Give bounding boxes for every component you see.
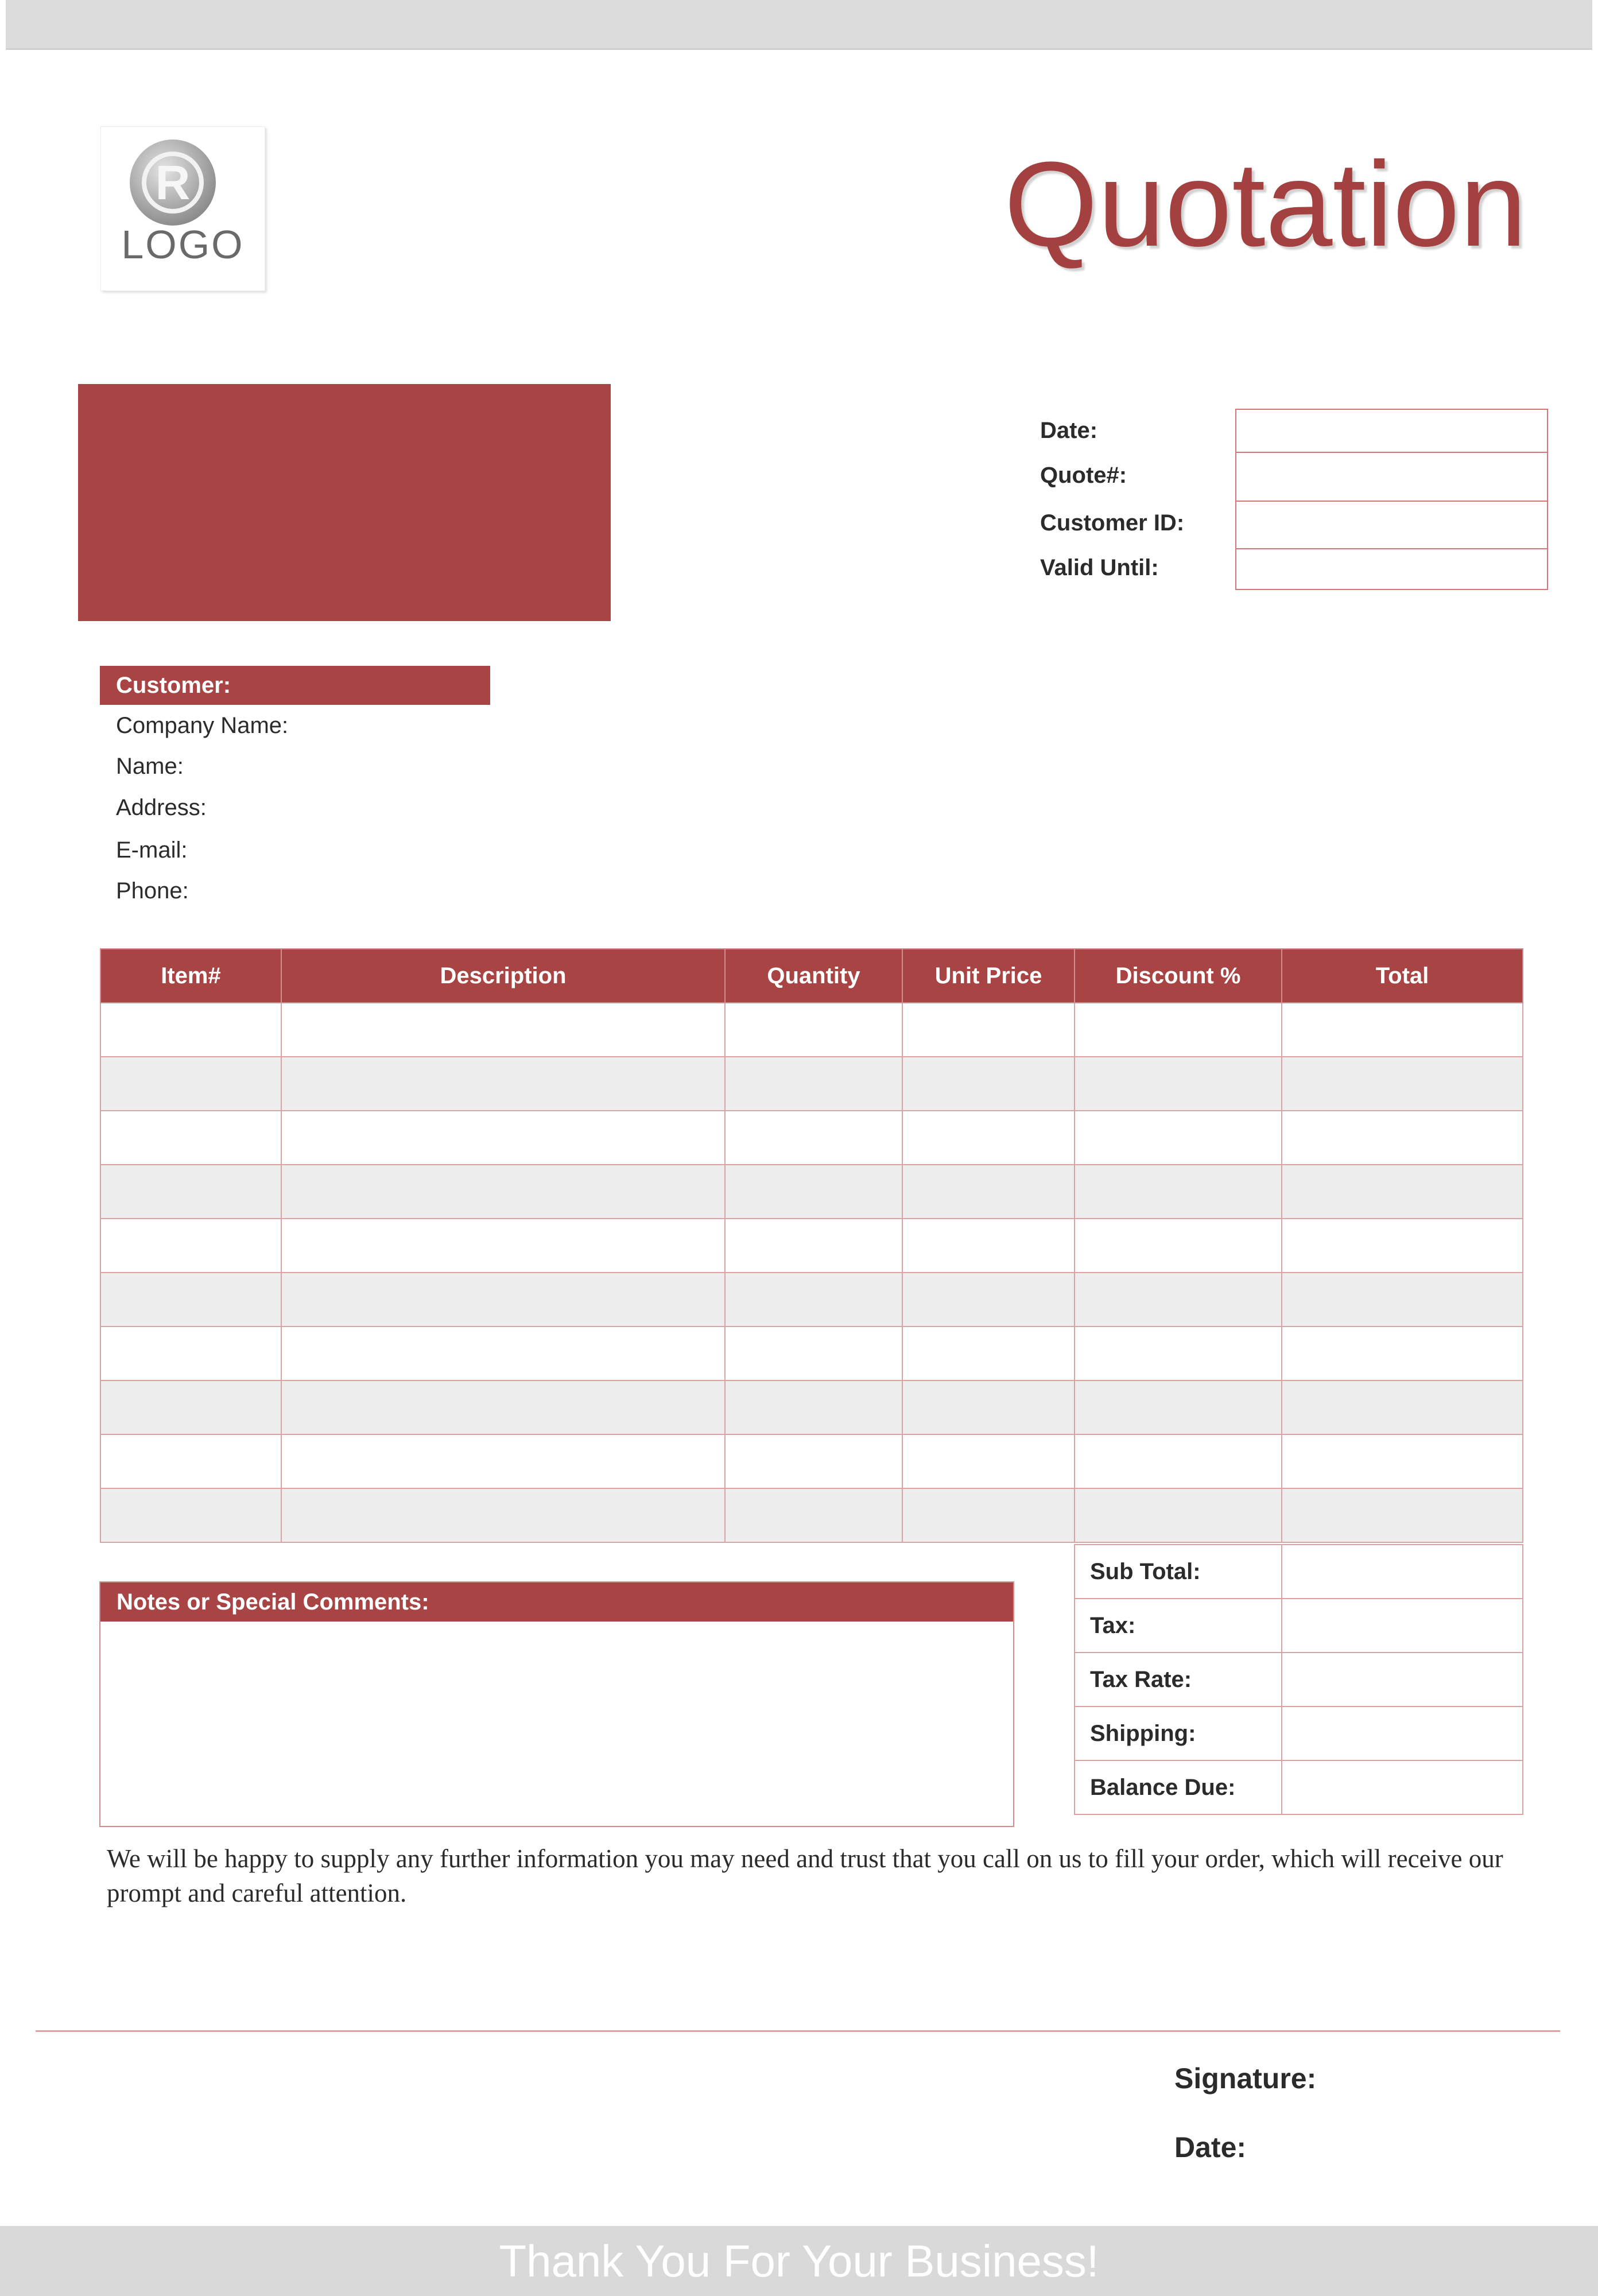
table-cell[interactable] [902, 1434, 1075, 1488]
table-cell[interactable] [281, 1273, 725, 1327]
phone-label: Phone: [116, 878, 189, 903]
valid-until-field[interactable] [1236, 548, 1547, 590]
top-bar [6, 0, 1592, 50]
table-cell[interactable] [1282, 1057, 1523, 1111]
notes-heading: Notes or Special Comments: [100, 1583, 1013, 1622]
table-cell[interactable] [281, 1488, 725, 1542]
table-cell[interactable] [1075, 1327, 1282, 1380]
table-cell[interactable] [725, 1380, 902, 1434]
table-cell[interactable] [100, 1273, 281, 1327]
column-header-description: Description [281, 949, 725, 1003]
table-cell[interactable] [1282, 1488, 1523, 1542]
table-cell[interactable] [725, 1111, 902, 1165]
table-cell[interactable] [281, 1327, 725, 1380]
quote-number-field[interactable] [1236, 452, 1547, 502]
column-header-item: Item# [100, 949, 281, 1003]
table-cell[interactable] [902, 1327, 1075, 1380]
table-cell[interactable] [1075, 1380, 1282, 1434]
table-cell[interactable] [725, 1434, 902, 1488]
date-field[interactable] [1236, 410, 1547, 452]
notes-text-area[interactable] [117, 1634, 997, 1814]
table-cell[interactable] [281, 1165, 725, 1219]
tax-label: Tax: [1075, 1599, 1282, 1653]
items-table [100, 948, 1523, 1543]
table-cell[interactable] [100, 1219, 281, 1273]
tax-row [1075, 1599, 1523, 1653]
customer-id-field[interactable] [1236, 501, 1547, 549]
signature-date-label: Date: [1174, 2131, 1247, 2163]
shipping-label: Shipping: [1075, 1707, 1282, 1760]
table-cell[interactable] [902, 1219, 1075, 1273]
table-cell[interactable] [902, 1111, 1075, 1165]
subtotal-label: Sub Total: [1075, 1545, 1282, 1599]
company-logo [100, 126, 265, 291]
tax-value[interactable] [1282, 1599, 1523, 1653]
table-cell[interactable] [902, 1488, 1075, 1542]
table-row [100, 1434, 1523, 1488]
table-cell[interactable] [100, 1003, 281, 1057]
table-row [100, 1327, 1523, 1380]
table-cell[interactable] [725, 1003, 902, 1057]
subtotal-row [1075, 1545, 1523, 1599]
closing-statement: We will be happy to supply any further information you may need and trust that you call on us to fill your order, which will receive our prompt and careful attention. [107, 1844, 1503, 1907]
table-cell[interactable] [725, 1488, 902, 1542]
footer-text: Thank You For Your Business! [499, 2235, 1099, 2286]
tax-rate-value[interactable] [1282, 1653, 1523, 1707]
balance-due-row [1075, 1760, 1523, 1814]
table-cell[interactable] [1282, 1219, 1523, 1273]
valid-until-label: Valid Until: [1040, 555, 1159, 580]
notes-box [99, 1581, 1014, 1827]
table-cell[interactable] [100, 1488, 281, 1542]
table-row [100, 1165, 1523, 1219]
company-info-block [78, 384, 611, 621]
signature-divider [36, 2030, 1560, 2032]
address-label: Address: [116, 795, 207, 820]
table-cell[interactable] [902, 1380, 1075, 1434]
quote-meta-fields [1235, 409, 1548, 590]
column-header-total: Total [1282, 949, 1523, 1003]
table-cell[interactable] [1282, 1111, 1523, 1165]
logo-text: LOGO [121, 222, 245, 267]
table-cell[interactable] [1282, 1434, 1523, 1488]
tax-rate-label: Tax Rate: [1075, 1653, 1282, 1707]
table-cell[interactable] [281, 1434, 725, 1488]
table-cell[interactable] [902, 1273, 1075, 1327]
column-header-discount: Discount % [1075, 949, 1282, 1003]
table-cell[interactable] [1075, 1003, 1282, 1057]
table-row [100, 1111, 1523, 1165]
totals-table [1074, 1544, 1523, 1815]
table-cell[interactable] [1075, 1488, 1282, 1542]
table-cell[interactable] [1075, 1057, 1282, 1111]
table-row [100, 1380, 1523, 1434]
table-cell[interactable] [902, 1165, 1075, 1219]
table-cell[interactable] [281, 1003, 725, 1057]
table-cell[interactable] [100, 1434, 281, 1488]
company-name-label: Company Name: [116, 713, 289, 738]
table-cell[interactable] [1075, 1165, 1282, 1219]
table-cell[interactable] [1282, 1165, 1523, 1219]
table-cell[interactable] [1075, 1434, 1282, 1488]
table-cell[interactable] [281, 1380, 725, 1434]
items-table-header [100, 949, 1523, 1003]
table-cell[interactable] [725, 1327, 902, 1380]
name-label: Name: [116, 754, 184, 779]
table-cell[interactable] [100, 1057, 281, 1111]
table-cell[interactable] [281, 1219, 725, 1273]
date-label: Date: [1040, 418, 1098, 443]
table-cell[interactable] [1282, 1380, 1523, 1434]
subtotal-value[interactable] [1282, 1545, 1523, 1599]
table-cell[interactable] [902, 1003, 1075, 1057]
footer-banner [0, 2226, 1598, 2296]
quote-number-label: Quote#: [1040, 463, 1127, 488]
table-cell[interactable] [725, 1273, 902, 1327]
table-cell[interactable] [1075, 1273, 1282, 1327]
shipping-row [1075, 1707, 1523, 1760]
shipping-value[interactable] [1282, 1707, 1523, 1760]
customer-id-label: Customer ID: [1040, 510, 1185, 536]
table-row [100, 1219, 1523, 1273]
table-cell[interactable] [1282, 1327, 1523, 1380]
email-label: E-mail: [116, 837, 188, 863]
table-cell[interactable] [100, 1111, 281, 1165]
document-title: Quotation [1004, 137, 1527, 272]
table-cell[interactable] [1282, 1003, 1523, 1057]
column-header-quantity: Quantity [725, 949, 902, 1003]
table-cell[interactable] [725, 1165, 902, 1219]
balance-due-label: Balance Due: [1075, 1760, 1282, 1814]
table-cell[interactable] [725, 1219, 902, 1273]
table-cell[interactable] [281, 1111, 725, 1165]
table-cell[interactable] [281, 1057, 725, 1111]
table-row [100, 1003, 1523, 1057]
signature-label: Signature: [1174, 2062, 1317, 2095]
table-cell[interactable] [1075, 1111, 1282, 1165]
table-row [100, 1057, 1523, 1111]
table-row [100, 1488, 1523, 1542]
table-cell[interactable] [902, 1057, 1075, 1111]
table-cell[interactable] [100, 1327, 281, 1380]
table-cell[interactable] [1282, 1273, 1523, 1327]
table-cell[interactable] [100, 1380, 281, 1434]
balance-due-value[interactable] [1282, 1760, 1523, 1814]
tax-rate-row [1075, 1653, 1523, 1707]
customer-heading: Customer: [100, 666, 490, 705]
table-cell[interactable] [1075, 1219, 1282, 1273]
registered-trademark-icon: R [130, 139, 216, 226]
table-cell[interactable] [725, 1057, 902, 1111]
column-header-unit-price: Unit Price [902, 949, 1075, 1003]
table-cell[interactable] [100, 1165, 281, 1219]
table-row [100, 1273, 1523, 1327]
